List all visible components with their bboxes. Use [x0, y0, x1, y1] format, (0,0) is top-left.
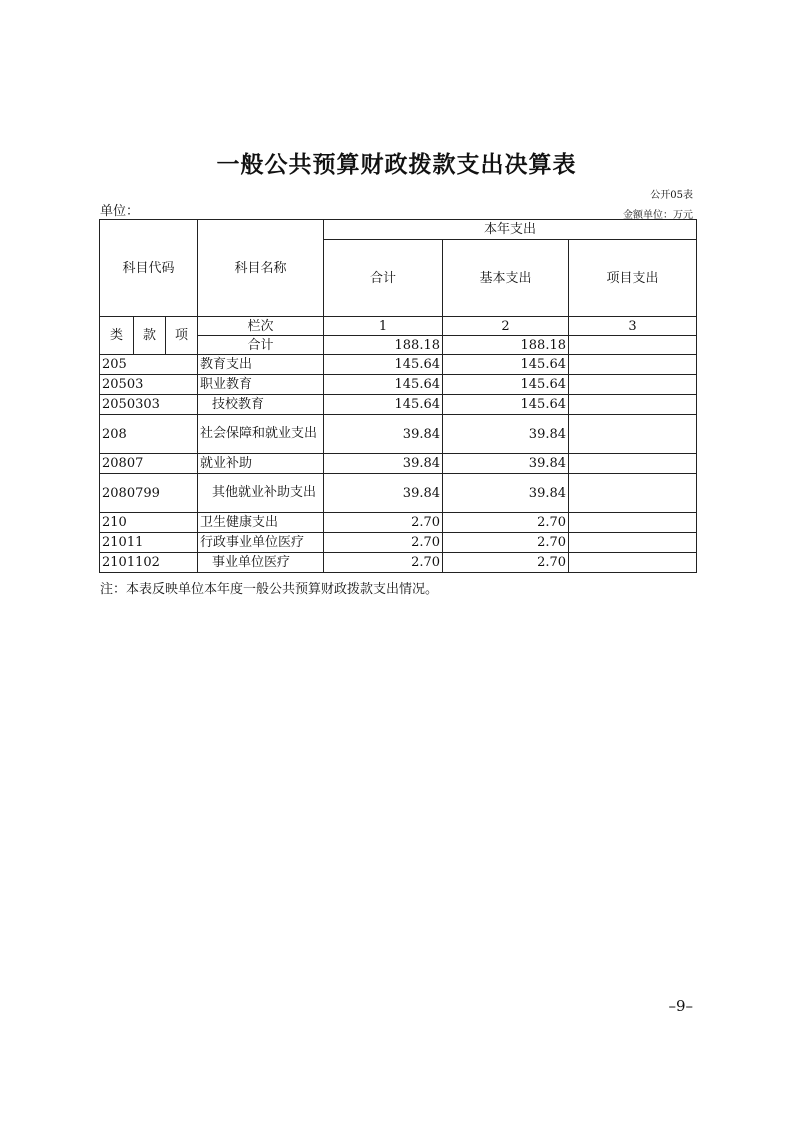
money-unit: 金额单位：万元: [623, 210, 693, 221]
total-cell: 39.84: [324, 474, 443, 513]
basic-cell: 2.70: [443, 533, 569, 553]
subject-name: 事业单位医疗: [198, 553, 324, 573]
total-cell: 145.64: [324, 395, 443, 415]
subject-name: 就业补助: [198, 454, 324, 474]
header-year-expense: 本年支出: [324, 220, 697, 240]
project-cell: [569, 454, 697, 474]
basic-cell: 39.84: [443, 474, 569, 513]
header-col3: 3: [569, 317, 697, 336]
project-cell: [569, 355, 697, 375]
project-cell: [569, 395, 697, 415]
header-project: 项目支出: [569, 240, 697, 317]
subject-code: 2101102: [100, 553, 198, 573]
subject-code: 2050303: [100, 395, 198, 415]
form-number: 公开05表: [650, 190, 693, 201]
total-label: 合计: [198, 336, 324, 355]
project-cell: [569, 533, 697, 553]
subject-name: 教育支出: [198, 355, 324, 375]
project-cell: [569, 553, 697, 573]
basic-cell: 145.64: [443, 375, 569, 395]
subject-name: 社会保障和就业支出: [198, 415, 324, 454]
table-row: [100, 513, 697, 533]
header-xiang: 项: [166, 317, 198, 355]
table-row: [100, 533, 697, 553]
table-row: [100, 375, 697, 395]
total-value: 188.18: [324, 336, 443, 355]
subject-code: 205: [100, 355, 198, 375]
subject-code: 20807: [100, 454, 198, 474]
subject-name: 卫生健康支出: [198, 513, 324, 533]
subject-code: 21011: [100, 533, 198, 553]
basic-cell: 2.70: [443, 553, 569, 573]
subject-code: 208: [100, 415, 198, 454]
header-column-no: 栏次: [198, 317, 324, 336]
basic-cell: 39.84: [443, 415, 569, 454]
table-row: [100, 395, 697, 415]
project-cell: [569, 415, 697, 454]
header-basic: 基本支出: [443, 240, 569, 317]
header-subject-name: 科目名称: [198, 220, 324, 317]
page-title: 一般公共预算财政拨款支出决算表: [216, 152, 577, 178]
basic-cell: 145.64: [443, 355, 569, 375]
total-project: [569, 336, 697, 355]
subject-name: 技校教育: [198, 395, 324, 415]
total-basic: 188.18: [443, 336, 569, 355]
total-cell: 145.64: [324, 375, 443, 395]
table-row: [100, 454, 697, 474]
page-number: –9–: [668, 997, 693, 1015]
basic-cell: 145.64: [443, 395, 569, 415]
basic-cell: 39.84: [443, 454, 569, 474]
header-col2: 2: [443, 317, 569, 336]
header-total: 合计: [324, 240, 443, 317]
subject-code: 2080799: [100, 474, 198, 513]
table-row: [100, 474, 697, 513]
subject-name: 行政事业单位医疗: [198, 533, 324, 553]
total-cell: 2.70: [324, 513, 443, 533]
table-row: [100, 355, 697, 375]
project-cell: [569, 474, 697, 513]
total-cell: 145.64: [324, 355, 443, 375]
total-cell: 2.70: [324, 533, 443, 553]
project-cell: [569, 375, 697, 395]
unit-label: 单位：: [100, 204, 140, 219]
table-row: [100, 415, 697, 454]
total-cell: 39.84: [324, 415, 443, 454]
total-cell: 2.70: [324, 553, 443, 573]
subject-name: 其他就业补助支出: [198, 474, 324, 513]
subject-code: 20503: [100, 375, 198, 395]
subject-code: 210: [100, 513, 198, 533]
subject-name: 职业教育: [198, 375, 324, 395]
header-subject-code: 科目代码: [100, 220, 198, 317]
header-col1: 1: [324, 317, 443, 336]
basic-cell: 2.70: [443, 513, 569, 533]
table-row: [100, 553, 697, 573]
header-lei: 类: [100, 317, 134, 355]
project-cell: [569, 513, 697, 533]
total-cell: 39.84: [324, 454, 443, 474]
header-kuan: 款: [134, 317, 166, 355]
expenditure-table: [99, 219, 697, 573]
table-note: 注：本表反映单位本年度一般公共预算财政拨款支出情况。: [100, 582, 439, 597]
